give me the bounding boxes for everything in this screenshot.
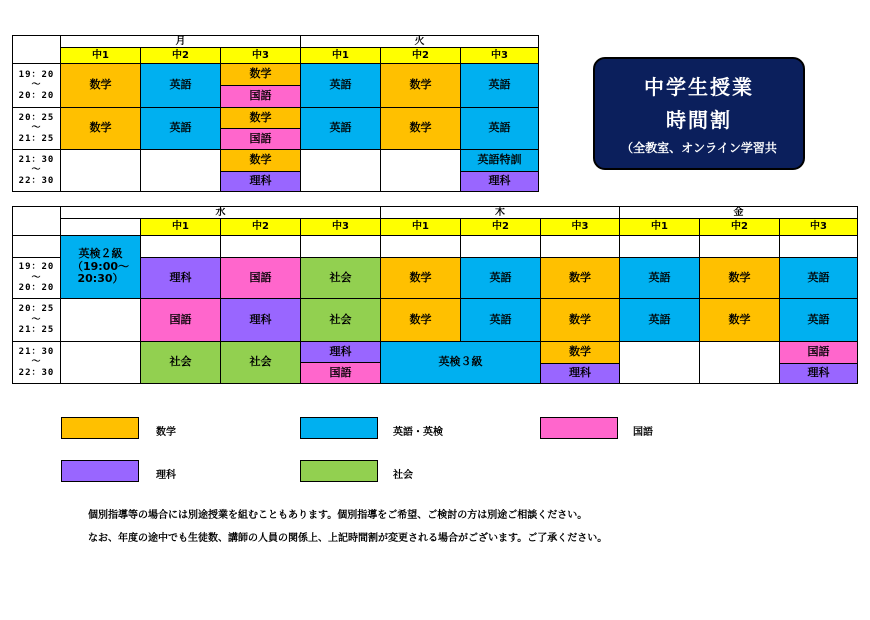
time-end: 22：30 [18,175,55,186]
class-cell: 数学 [540,341,620,364]
class-cell: 英語 [300,107,381,150]
class-cell: 英語 [140,107,221,150]
class-cell: 国語 [220,128,301,150]
class-cell: 社会 [220,341,301,384]
time-slot-1 [12,257,61,299]
time-end: 21：25 [18,325,55,336]
day-header-fri: 金 [619,206,858,219]
time-slot-1 [12,63,61,108]
legend-swatch-social [300,460,378,482]
eiken2-cell: 英検２級 （19:00～ 20:30） [60,235,141,299]
title-line3: （全教室、オンライン学習共 [621,141,777,155]
class-cell: 数学 [220,149,301,172]
class-cell: 数学 [540,257,620,299]
time-end: 20：20 [18,283,55,294]
legend-swatch-japanese [540,417,618,439]
grade-header: 中3 [220,47,301,64]
class-cell: 数学 [60,63,141,108]
grade-header: 中3 [300,218,381,236]
class-cell: 社会 [140,341,221,384]
title-line1: 中学生授業 [644,75,754,99]
day-header-tue: 火 [300,35,539,48]
time-end: 21：25 [18,133,55,144]
note-line-2: なお、年度の途中でも生徒数、講師の人員の関係上、上記時間割が変更される場合がございます。ご了承ください。 [88,533,608,544]
legend-swatch-science [61,460,139,482]
class-cell: 理科 [779,363,858,384]
grade-header: 中2 [460,218,541,236]
class-cell: 理科 [540,363,620,384]
class-cell: 数学 [380,257,461,299]
class-cell: 社会 [300,257,381,299]
grade-header: 中1 [140,218,221,236]
class-cell: 理科 [220,171,301,192]
legend-swatch-english [300,417,378,439]
class-cell: 数学 [699,298,780,342]
time-start: 19：20 [18,69,55,80]
class-cell: 社会 [300,298,381,342]
empty-cell [699,235,780,258]
class-cell: 英語 [460,107,539,150]
time-sep: ～ [31,272,42,283]
grade-header: 中3 [460,47,539,64]
class-cell: 英語 [460,298,541,342]
empty-cell [60,298,141,342]
time-end: 22：30 [18,367,55,378]
empty-cell [619,341,700,384]
class-cell: 英語 [779,298,858,342]
class-cell: 数学 [699,257,780,299]
class-cell: 理科 [220,298,301,342]
class-cell: 数学 [540,298,620,342]
empty-cell [619,235,700,258]
corner-cell [12,206,61,236]
time-start: 21：30 [18,154,55,165]
empty-cell [60,149,141,192]
class-cell: 英語 [779,257,858,299]
class-cell: 理科 [140,257,221,299]
grade-header: 中1 [60,47,141,64]
title-line2: 時間割 [666,108,732,132]
time-start: 20：25 [18,112,55,123]
time-slot-2 [12,298,61,342]
grade-header-blank [60,218,141,236]
class-cell: 英語 [619,257,700,299]
time-end: 20：20 [18,90,55,101]
empty-cell [779,235,858,258]
grade-header: 中2 [380,47,461,64]
class-cell: 英語特訓 [460,149,539,172]
time-pre [12,235,61,258]
class-cell: 国語 [220,85,301,108]
empty-cell [460,235,541,258]
time-slot-3 [12,341,61,384]
empty-cell [380,235,461,258]
time-slot-3 [12,149,61,192]
day-header-wed: 水 [60,206,381,219]
grade-header: 中3 [779,218,858,236]
time-start: 19：20 [18,262,55,273]
class-cell: 数学 [220,63,301,86]
grade-header: 中1 [300,47,381,64]
legend-label-english: 英語・英検 [393,427,443,438]
time-slot-2 [12,107,61,150]
note-line-1: 個別指導等の場合には別途授業を組むこともあります。個別指導をご希望、ご検討の方は別途ご相談ください。 [88,510,588,521]
empty-cell [140,149,221,192]
grade-header: 中1 [380,218,461,236]
time-start: 21：30 [18,346,55,357]
class-cell: 英語 [460,63,539,108]
legend-label-social: 社会 [393,470,413,481]
time-sep: ～ [31,314,42,325]
class-cell: 国語 [220,257,301,299]
legend-swatch-math [61,417,139,439]
time-sep: ～ [31,357,42,368]
empty-cell [140,235,221,258]
empty-cell [540,235,620,258]
time-sep: ～ [31,80,42,91]
class-cell: 理科 [300,341,381,363]
legend-label-science: 理科 [156,470,176,481]
time-sep: ～ [31,123,42,134]
corner-cell [12,35,61,64]
legend-label-japanese: 国語 [633,427,653,438]
empty-cell [699,341,780,384]
class-cell: 英語 [619,298,700,342]
class-cell: 理科 [460,171,539,192]
eiken3-cell: 英検３級 [380,341,541,384]
legend-label-math: 数学 [156,427,176,438]
empty-cell [300,149,381,192]
class-cell: 国語 [140,298,221,342]
time-start: 20：25 [18,304,55,315]
day-header-mon: 月 [60,35,301,48]
class-cell: 英語 [460,257,541,299]
empty-cell [380,149,461,192]
day-header-thu: 木 [380,206,620,219]
class-cell: 国語 [779,341,858,364]
title-box [593,57,805,170]
class-cell: 数学 [380,298,461,342]
class-cell: 数学 [220,107,301,129]
class-cell: 数学 [60,107,141,150]
grade-header: 中2 [140,47,221,64]
time-sep: ～ [31,165,42,176]
empty-cell [220,235,301,258]
class-cell: 英語 [140,63,221,108]
empty-cell [300,235,381,258]
grade-header: 中3 [540,218,620,236]
class-cell: 国語 [300,362,381,384]
class-cell: 数学 [380,107,461,150]
empty-cell [60,341,141,384]
grade-header: 中1 [619,218,700,236]
class-cell: 数学 [380,63,461,108]
grade-header: 中2 [699,218,780,236]
grade-header: 中2 [220,218,301,236]
class-cell: 英語 [300,63,381,108]
